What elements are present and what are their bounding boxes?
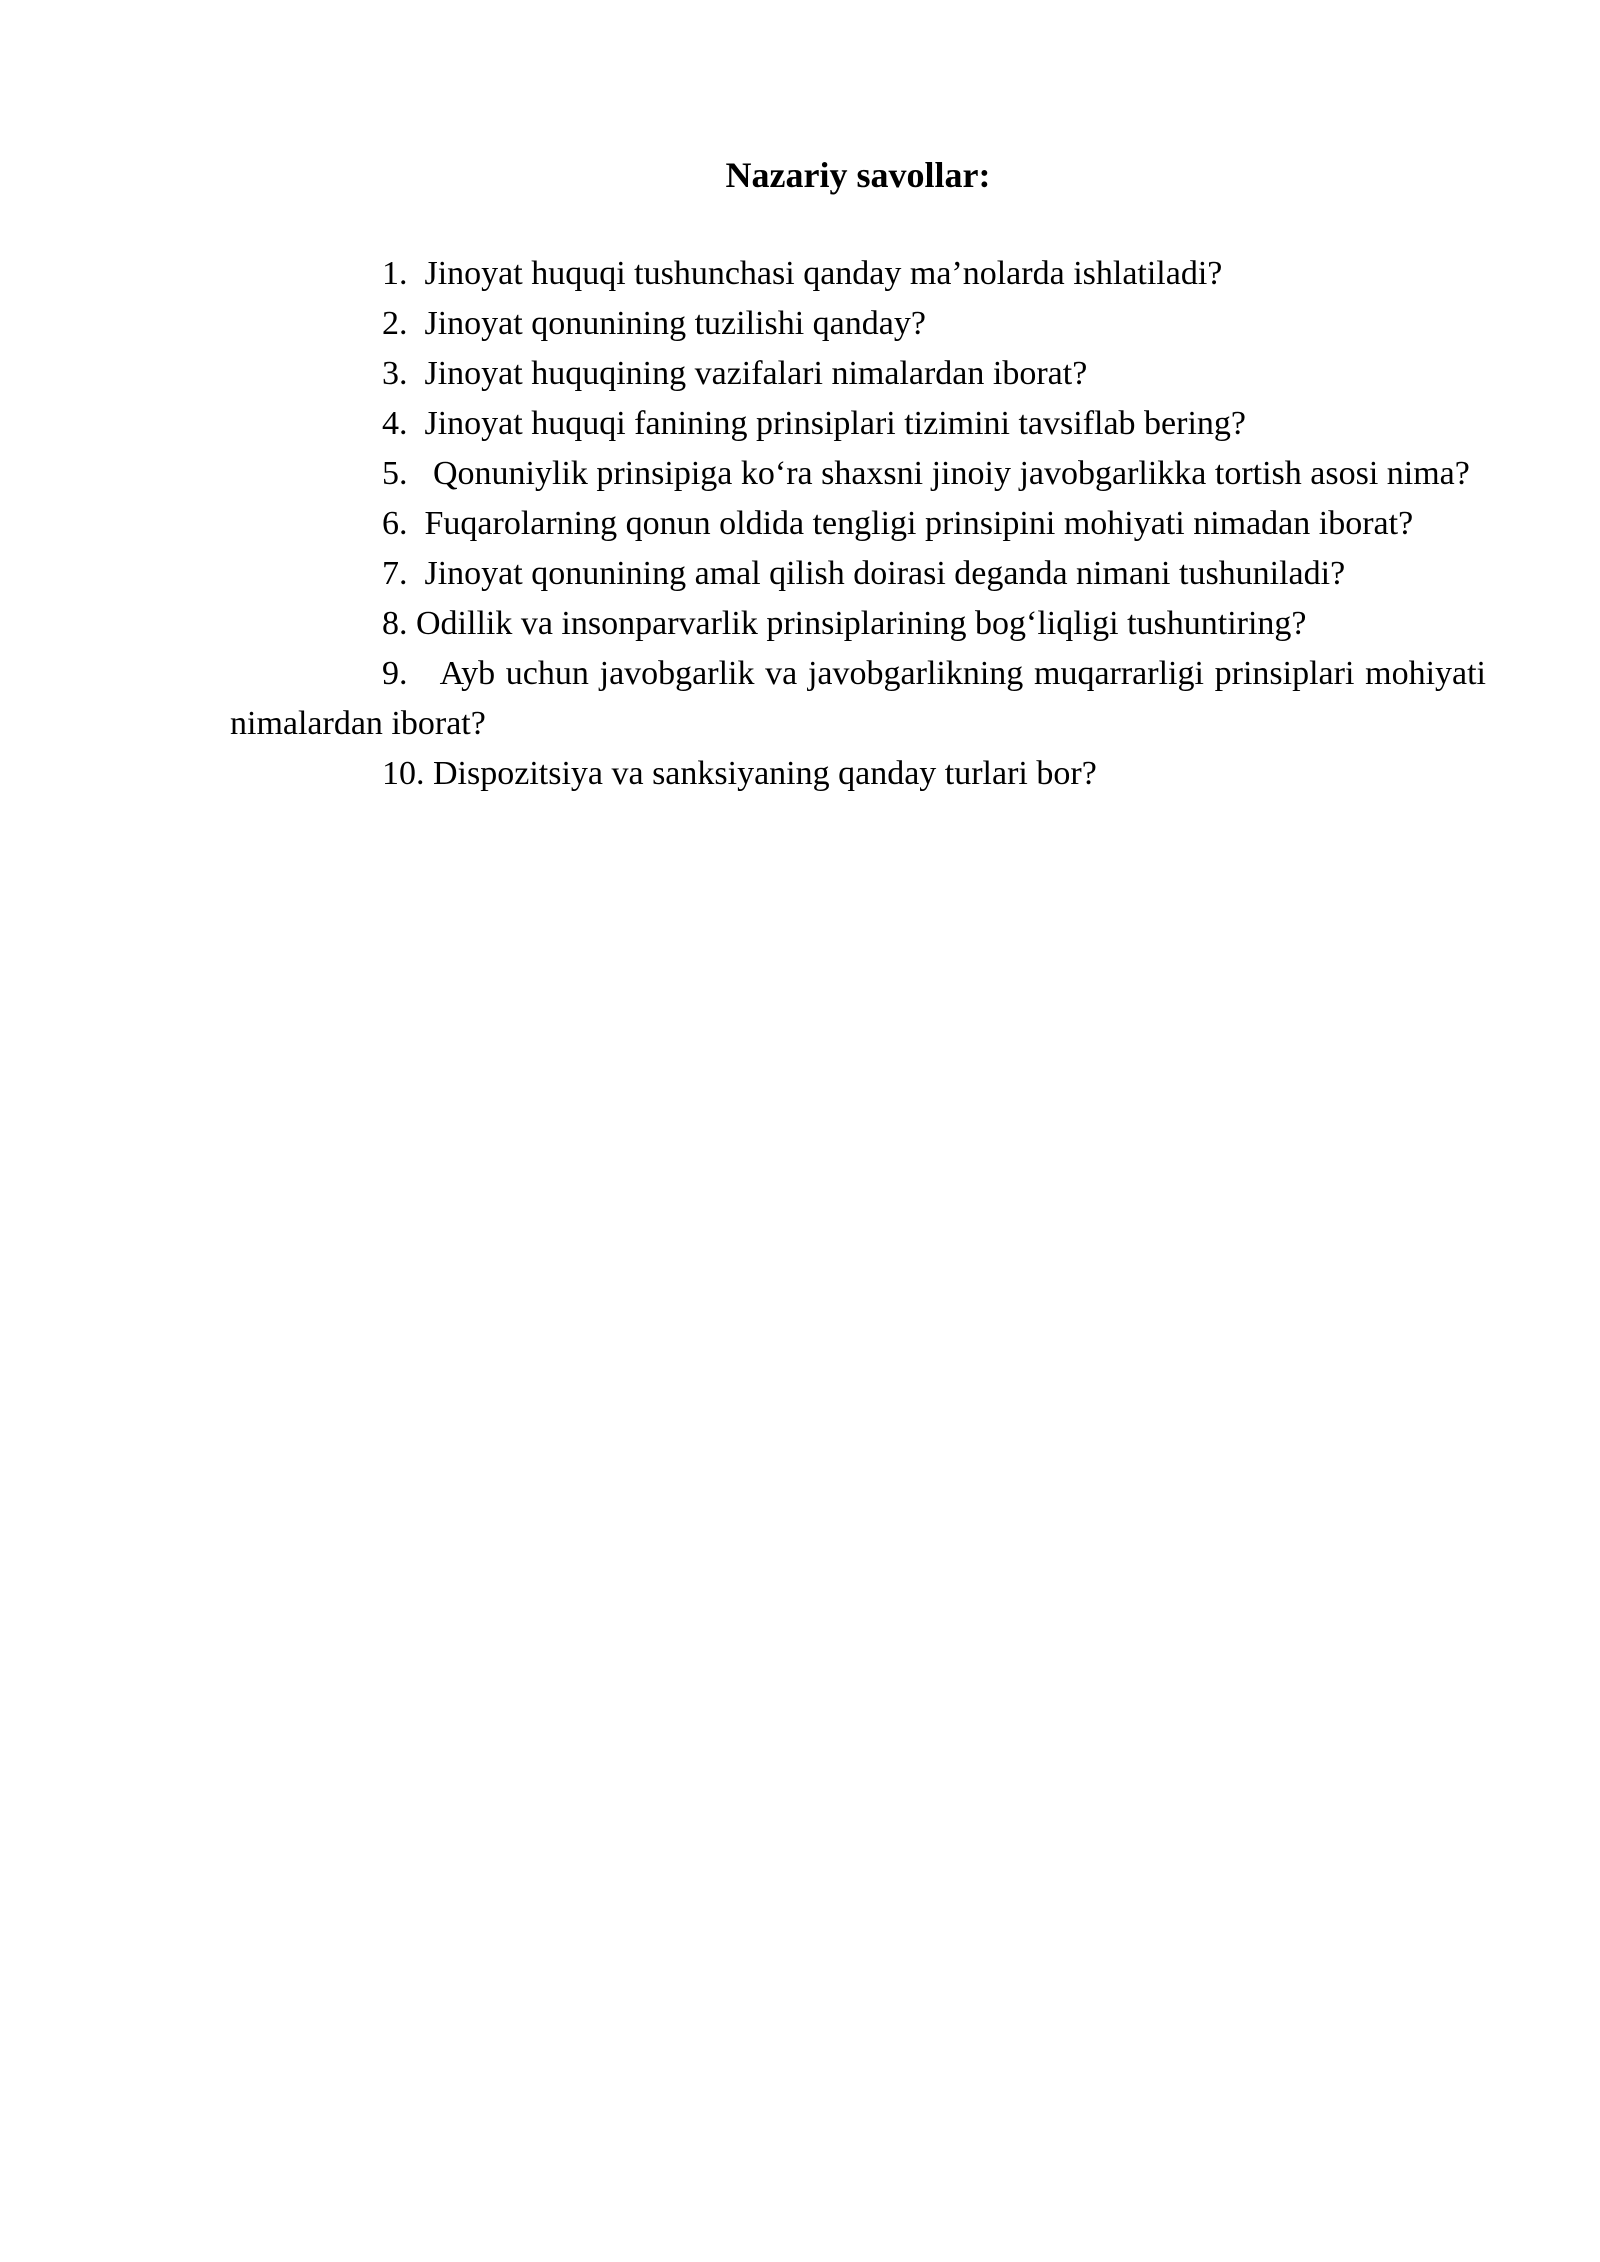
- questions-list: [230, 249, 1486, 799]
- question-text: Qonuniylik prinsipiga ko‘ra shaxsni jinoiy javobgarlikka tortish asosi nima?: [433, 455, 1470, 492]
- question-text: Dispozitsiya va sanksiyaning qanday turlari bor?: [433, 755, 1097, 792]
- question-number: 6.: [382, 505, 408, 542]
- question-item: [230, 599, 1486, 649]
- question-text: Jinoyat huquqi tushunchasi qanday ma’nolarda ishlatiladi?: [424, 255, 1223, 292]
- question-number: 10.: [382, 755, 425, 792]
- question-number: 4.: [382, 405, 408, 442]
- question-text: Jinoyat huquqi fanining prinsiplari tizimini tavsiflab bering?: [424, 405, 1247, 442]
- question-item: [230, 549, 1486, 599]
- question-text: Jinoyat qonunining tuzilishi qanday?: [424, 305, 926, 342]
- question-text: Jinoyat huquqining vazifalari nimalardan iborat?: [424, 355, 1088, 392]
- question-item: [230, 299, 1486, 349]
- question-number: 1.: [382, 255, 408, 292]
- question-text: Odillik va insonparvarlik prinsiplarining bog‘liqligi tushuntiring?: [416, 605, 1307, 642]
- question-item: [230, 749, 1486, 799]
- question-item: [230, 649, 1486, 749]
- question-number: 3.: [382, 355, 408, 392]
- question-number: 2.: [382, 305, 408, 342]
- question-number: 8.: [382, 605, 408, 642]
- question-text: Fuqarolarning qonun oldida tengligi prinsipini mohiyati nimadan iborat?: [424, 505, 1414, 542]
- question-item: [230, 399, 1486, 449]
- question-number: 9.: [382, 655, 408, 692]
- question-item: [230, 349, 1486, 399]
- question-item: [230, 249, 1486, 299]
- page-title: Nazariy savollar:: [725, 155, 991, 195]
- question-item: [230, 449, 1486, 499]
- question-text: Ayb uchun javobgarlik va javobgarlikning muqarrarligi prinsiplari mohiyati nimalardan iborat?: [230, 655, 1486, 742]
- question-number: 7.: [382, 555, 408, 592]
- question-text: Jinoyat qonunining amal qilish doirasi deganda nimani tushuniladi?: [424, 555, 1346, 592]
- question-number: 5.: [382, 455, 408, 492]
- question-item: [230, 499, 1486, 549]
